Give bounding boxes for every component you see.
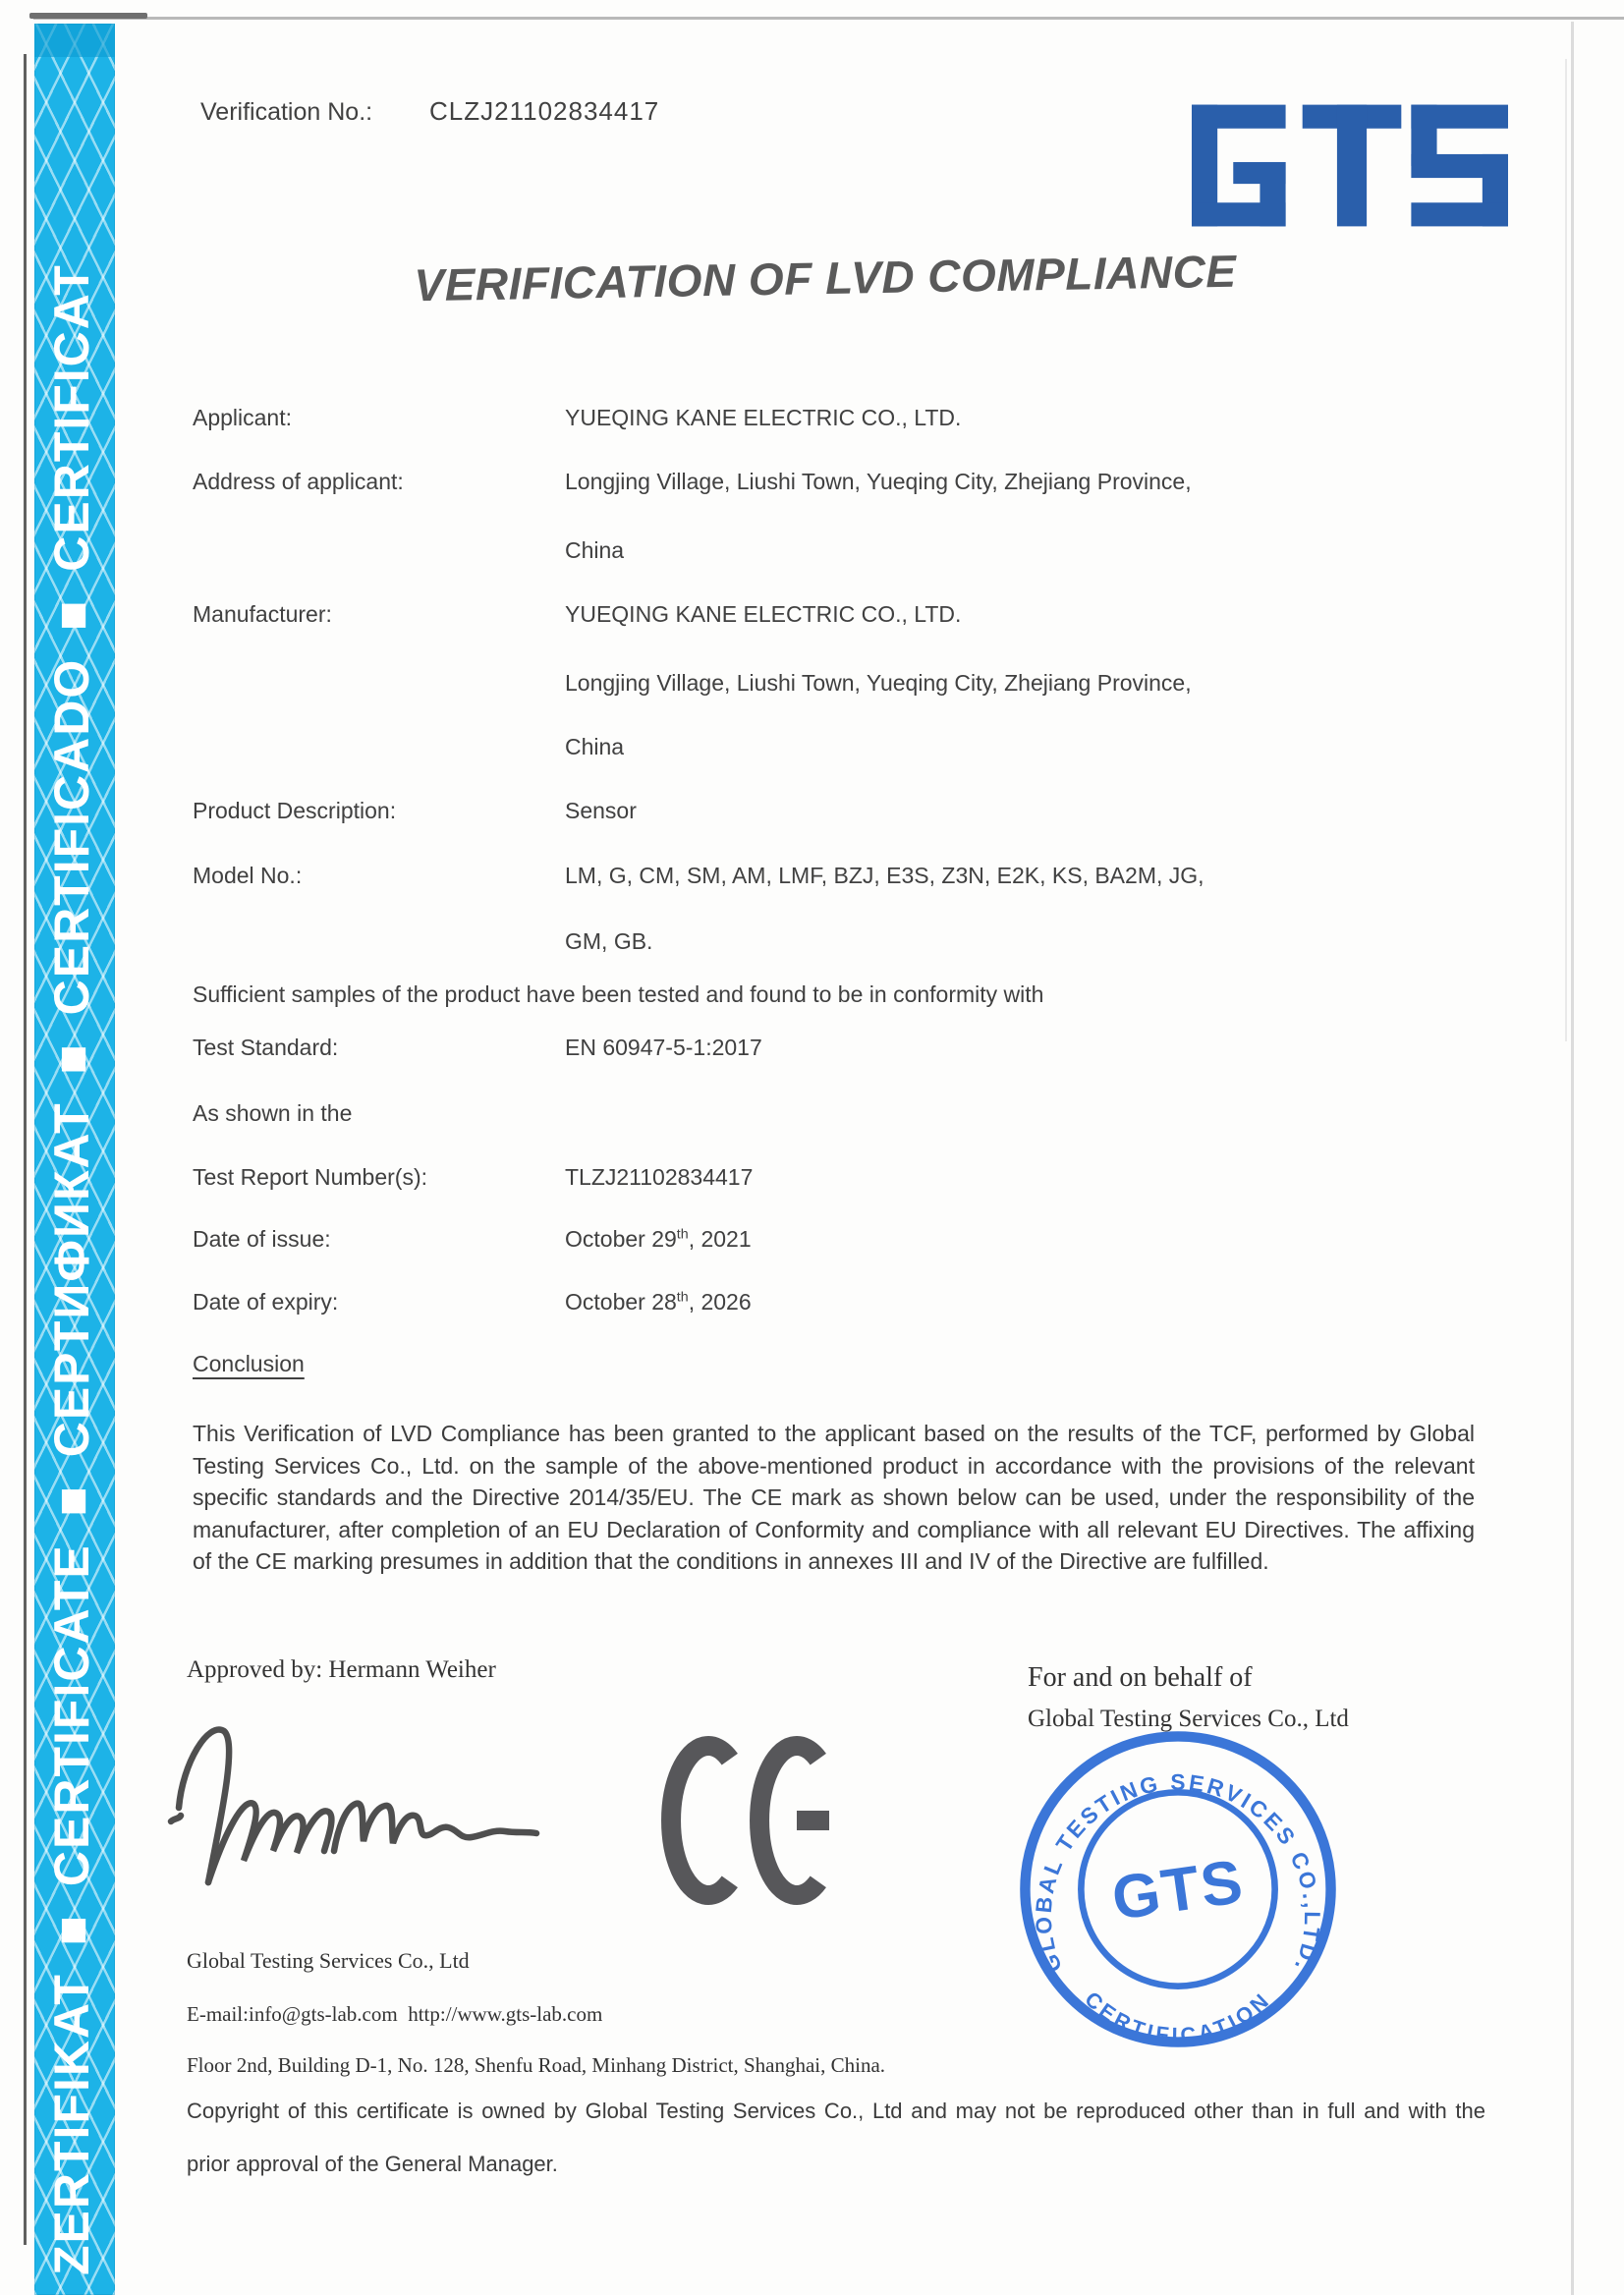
address-label: Address of applicant: [193,469,404,494]
copyright-line2: prior approval of the General Manager. [187,2152,558,2176]
address-line1: Longjing Village, Liushi Town, Yueqing City, Zhejiang Province, [565,469,1192,494]
signature [167,1713,555,1895]
footer-company: Global Testing Services Co., Ltd [187,1948,470,1973]
gts-stamp [1015,1726,1341,2052]
stamp-arc-top-text: GLOBAL TESTING SERVICES CO.,LTD. [1030,1768,1326,1977]
behalf-line2: Global Testing Services Co., Ltd [1028,1706,1349,1732]
date-of-issue-value: October 29th, 2021 [565,1226,752,1252]
scan-edge-top [33,17,1624,20]
ce-mark [660,1729,845,1912]
test-report-label: Test Report Number(s): [193,1164,428,1190]
behalf-line1: For and on behalf of [1028,1662,1253,1693]
copyright-line1: Copyright of this certificate is owned by Global Testing Services Co., Ltd and may not be reproduced other than in full and with the [187,2099,1485,2123]
stamp-arc-bottom-text: CERTIFICATION [1080,1987,1276,2048]
certificate-band-text: ZERTIFIKAT ■ CERTIFICATE ■ СЕРТИФИКАТ ■ CERTIFICADO ■ CERTIFICAT [44,263,99,2275]
manufacturer-line3: China [565,734,625,759]
scan-edge-right-faint [1565,59,1567,1041]
certificate-band-cap [34,24,115,57]
footer-contact: E-mail:info@gts-lab.com http://www.gts-lab.com [187,2002,603,2026]
model-line1: LM, G, CM, SM, AM, LMF, BZJ, E3S, Z3N, E2K, KS, BA2M, JG, [565,863,1204,888]
manufacturer-line1: YUEQING KANE ELECTRIC CO., LTD. [565,601,962,627]
manufacturer-line2: Longjing Village, Liushi Town, Yueqing City, Zhejiang Province, [565,670,1192,696]
conclusion-paragraph: This Verification of LVD Compliance has been granted to the applicant based on the results of the TCF, performed by Global Testing Services Co., Ltd. on the sample of the above-mentioned product in accordance with the provisions of the relevant specific standards and the Directive 2014/35/EU. The CE mark as shown below can be used, under the responsibility of the manufacturer, after completion of an EU Declaration of Conformity and compliance with all relevant EU Directives. The affixing of the CE marking presumes in addition that the conditions in annexes III and IV of the Directive are fulfilled. [193,1421,1475,1574]
ordinal-suffix: th [676,1289,689,1306]
document-title: VERIFICATION OF LVD COMPLIANCE [414,245,1237,311]
date-of-issue-label: Date of issue: [193,1226,331,1252]
verification-no-value: CLZJ21102834417 [429,96,660,126]
scan-edge-top-dark [29,13,147,19]
conclusion-heading: Conclusion [193,1351,305,1376]
test-report-value: TLZJ21102834417 [565,1164,754,1190]
ordinal-suffix: th [676,1226,689,1243]
certificate-band [34,24,115,2295]
test-standard-label: Test Standard: [193,1035,339,1060]
date-of-expiry-value: October 28th, 2026 [565,1289,752,1315]
date-of-expiry-label: Date of expiry: [193,1289,339,1315]
test-standard-value: EN 60947-5-1:2017 [565,1035,762,1060]
as-shown-statement: As shown in the [193,1100,353,1126]
footer-address: Floor 2nd, Building D-1, No. 128, Shenfu Road, Minhang District, Shanghai, China. [187,2053,886,2077]
product-label: Product Description: [193,798,397,823]
scan-edge-right [1571,22,1574,2295]
svg-text:CERTIFICATION [1080,1987,1275,2047]
scan-edge-left [24,54,27,2245]
manufacturer-label: Manufacturer: [193,601,332,627]
sufficient-samples-statement: Sufficient samples of the product have been tested and found to be in conformity with [193,981,1044,1007]
model-line2: GM, GB. [565,928,653,954]
gts-logo [1192,104,1508,227]
applicant-value: YUEQING KANE ELECTRIC CO., LTD. [565,405,962,430]
applicant-label: Applicant: [193,405,293,430]
address-line2: China [565,537,625,563]
product-value: Sensor [565,798,637,823]
model-label: Model No.: [193,863,303,888]
approved-by: Approved by: Hermann Weiher [187,1656,496,1683]
verification-no-label: Verification No.: [200,98,373,126]
stamp-center-text: GTS [1107,1846,1249,1933]
